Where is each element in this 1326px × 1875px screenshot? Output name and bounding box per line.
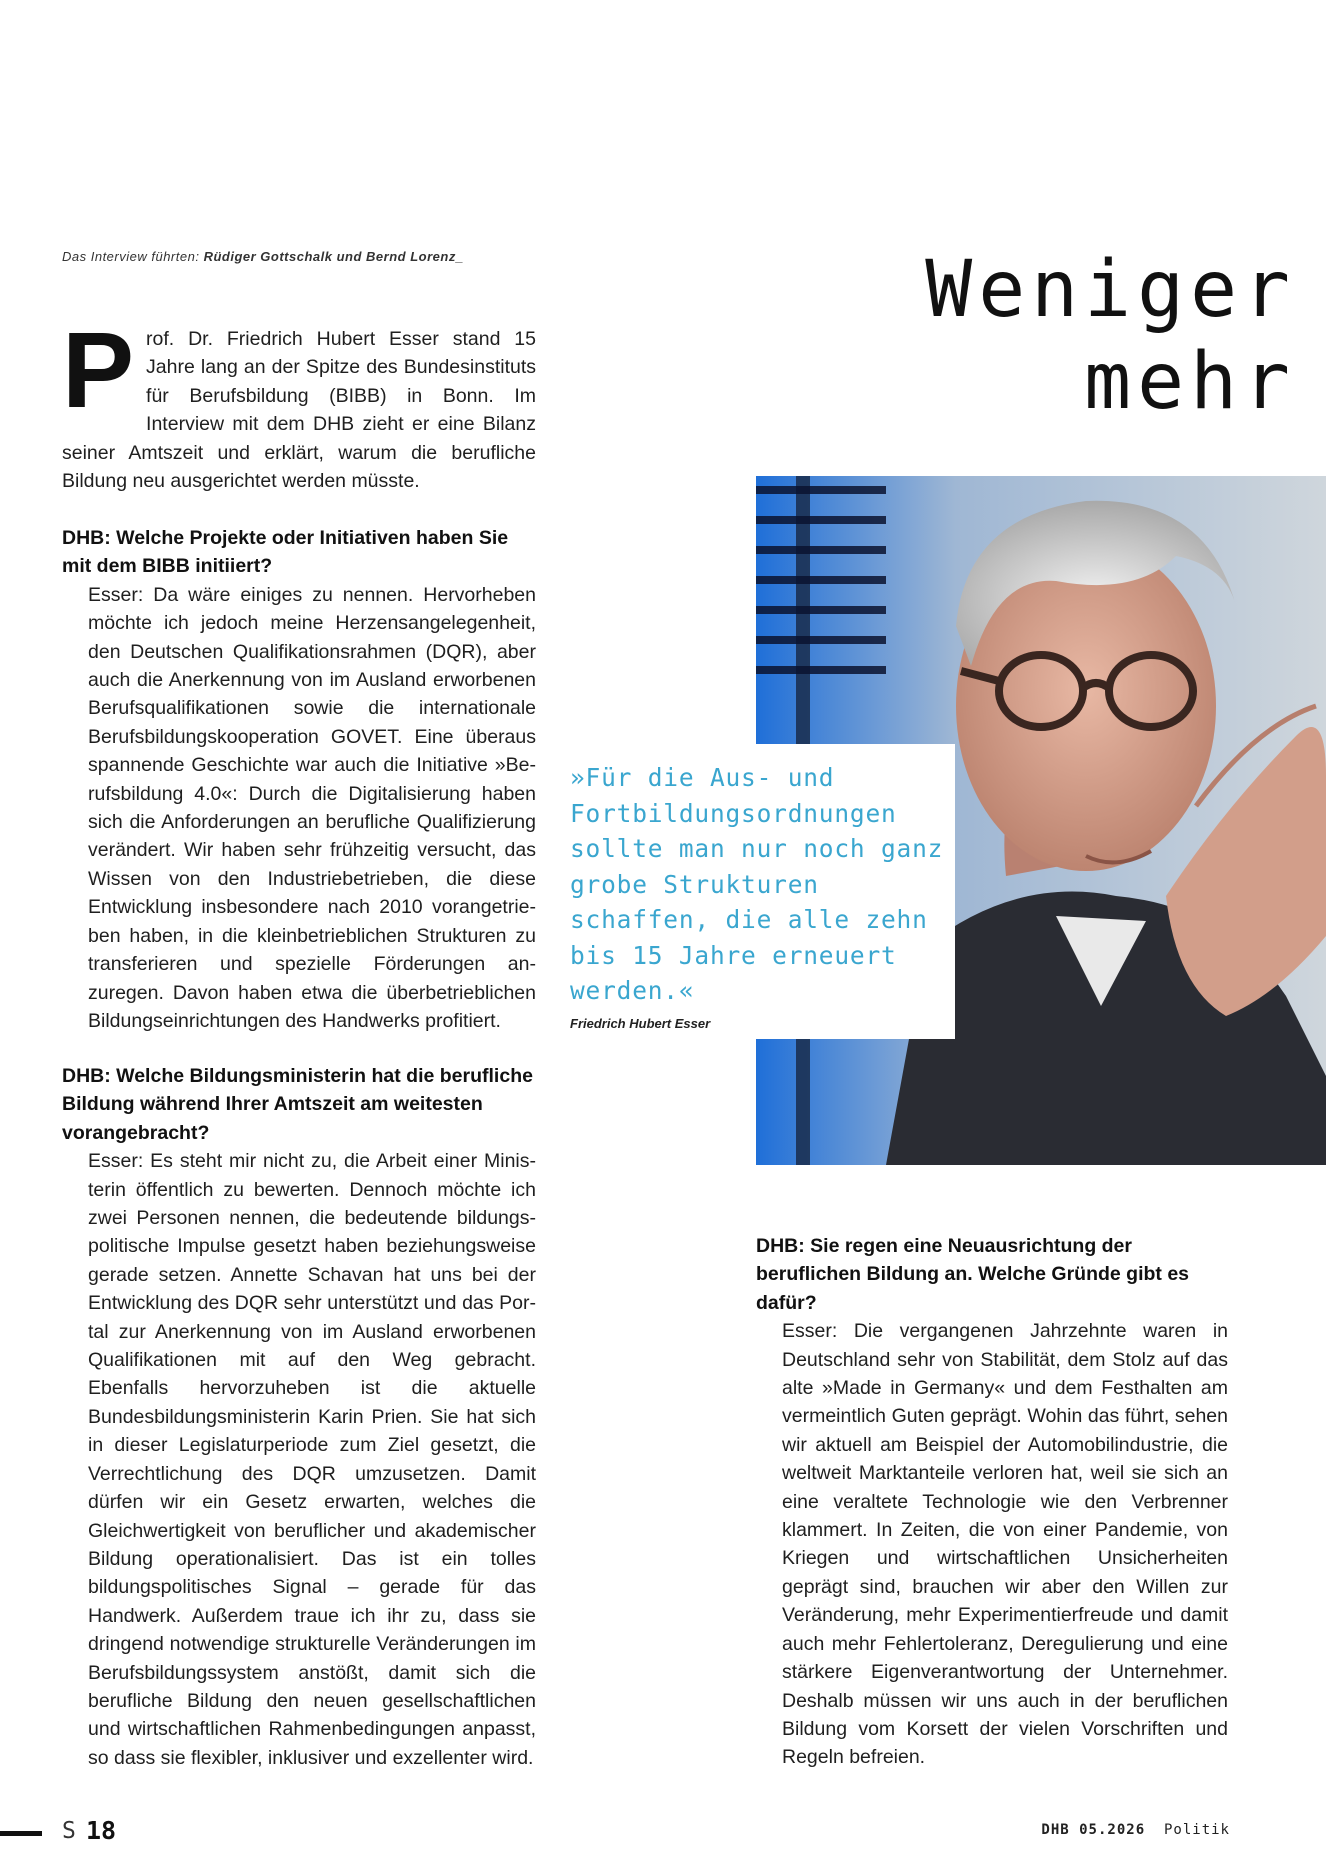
- question-3: DHB: Sie regen eine Neuausrichtung der beruflichen Bildung an. Welche Gründe gibt es dafür?: [756, 1235, 1190, 1314]
- page-number: 18: [86, 1816, 117, 1845]
- footer-issue: [1041, 1822, 1230, 1838]
- intro-paragraph: [62, 309, 536, 495]
- qa-block-3: [756, 1232, 1228, 1772]
- credits-names: Rüdiger Gottschalk und Bernd Lorenz_: [203, 249, 464, 264]
- title-line-1: Weniger: [925, 245, 1296, 335]
- pullquote-text: »Für die Aus- und Fortbildungsordnungen sollte man nur noch ganz grobe Strukturen schaffen, die alle zehn bis 15 Jahre erneuert werden.«: [570, 763, 944, 1005]
- footer-rule: [0, 1831, 42, 1836]
- drop-cap: P: [62, 309, 135, 430]
- question-1: DHB: Welche Projekte oder Initiativen haben Sie mit dem BIBB initiiert?: [62, 527, 509, 578]
- issue-label: DHB 05.2026: [1041, 1822, 1146, 1838]
- answer-3: Esser: Die vergangenen Jahrzehnte waren in Deutschland sehr von Stabilität, dem Stolz auf das alte »Made in Germany« und dem Festhalten am vermeintlich Guten geprägt. Wohin das führt, sehen wir aktuell am Beispiel der Automobilindustrie, die weltweit Marktanteile verloren hat, weil sie sich an eine veraltete Technologie wie den Verbrenner klammert. In Zeiten, die von einer Pandemie, von Kriegen und wirtschaftlichen Unsicherheiten geprägt sind, brauchen wir aber den Willen zur Veränderung, mehr Experimentierfreude und damit auch mehr Fehlertoleranz, Deregulierung und eine stärkere Eigenverantwortung der Unternehmer. Deshalb müssen wir uns auch in der beruflichen Bildung vom Korsett der vielen Vorschriften und Regeln befreien.: [782, 1320, 1228, 1769]
- title-line-2: mehr: [1084, 337, 1296, 427]
- qa-block-2: [62, 1062, 536, 1772]
- article-title: [925, 244, 1296, 428]
- interview-credits: [62, 249, 464, 264]
- answer-1: Esser: Da wäre einiges zu nennen. Hervorheben möchte ich jedoch meine Herzensangelegenheit, den Deutschen Qualifikationsrahmen (DQR), aber auch die Anerkennung von im Ausland erworbenen Berufsqualifikationen sowie die internationale Berufsbildungskooperation GOVET. Eine überaus spannende Geschichte war auch die Initiative »Berufsbildung 4.0«: Durch die Digitalisierung haben sich die Anforderungen an berufliche Qualifizierung verändert. Wir haben sehr frühzeitig versucht, das Wissen von den Industriebetrieben, die diese Entwicklung insbesondere nach 2010 vorangetrieben haben, in die kleinbetrieblichen Strukturen zu transferieren und spezielle Förderungen anzuregen. Davon haben etwa die überbetrieblichen Bildungseinrichtungen des Handwerks profitiert.: [88, 583, 536, 1032]
- section-label: Politik: [1163, 1822, 1230, 1838]
- answer-2: Esser: Es steht mir nicht zu, die Arbeit einer Ministerin öffentlich zu bewerten. Dennoch möchte ich zwei Personen nennen, die bedeutende bildungspolitische Impulse gesetzt haben beziehungsweise gerade setzen. Annette Schavan hat uns bei der Entwicklung des DQR sehr unterstützt und das Portal zur Anerkennung von im Ausland erworbenen Qualifikationen mit auf den Weg gebracht. Ebenfalls hervorzuheben ist die aktuelle Bundesbildungsministerin Karin Prien. Sie hat sich in dieser Legislaturperiode zum Ziel gesetzt, die Verrechtlichung des DQR umzusetzen. Damit dürfen wir ein Gesetz erwarten, welches die Gleichwertigkeit von beruflicher und akademischer Bildung operationalisiert. Das ist ein tolles bildungspolitisches Signal – gerade für das Handwerk. Außerdem traue ich ihr zu, dass sie dringend notwendige strukturelle Veränderungen im Berufsbildungssystem anstößt, damit sich die berufliche Bildung den neuen gesellschaftlichen und wirtschaftlichen Rahmenbedingungen anpasst, so dass sie flexibler, inklusiver und exzellenter wird.: [88, 1150, 536, 1769]
- credits-prefix: Das Interview führten:: [62, 249, 200, 264]
- intro-text: rof. Dr. Friedrich Hubert Esser stand 15 Jahre lang an der Spitze des Bundesinstituts für Berufsbildung (BIBB) in Bonn. Im Interview mit dem DHB zieht er eine Bilanz seiner Amtszeit und erklärt, warum die berufliche Bildung neu ausgerichtet werden müsste.: [62, 328, 536, 493]
- qa-block-1: [62, 524, 536, 1035]
- pullquote-author: Friedrich Hubert Esser: [570, 1016, 711, 1031]
- page-prefix: S: [62, 1818, 76, 1844]
- question-2: DHB: Welche Bildungsministerin hat die berufliche Bildung während Ihrer Amtszeit am weitesten vorangebracht?: [62, 1065, 533, 1144]
